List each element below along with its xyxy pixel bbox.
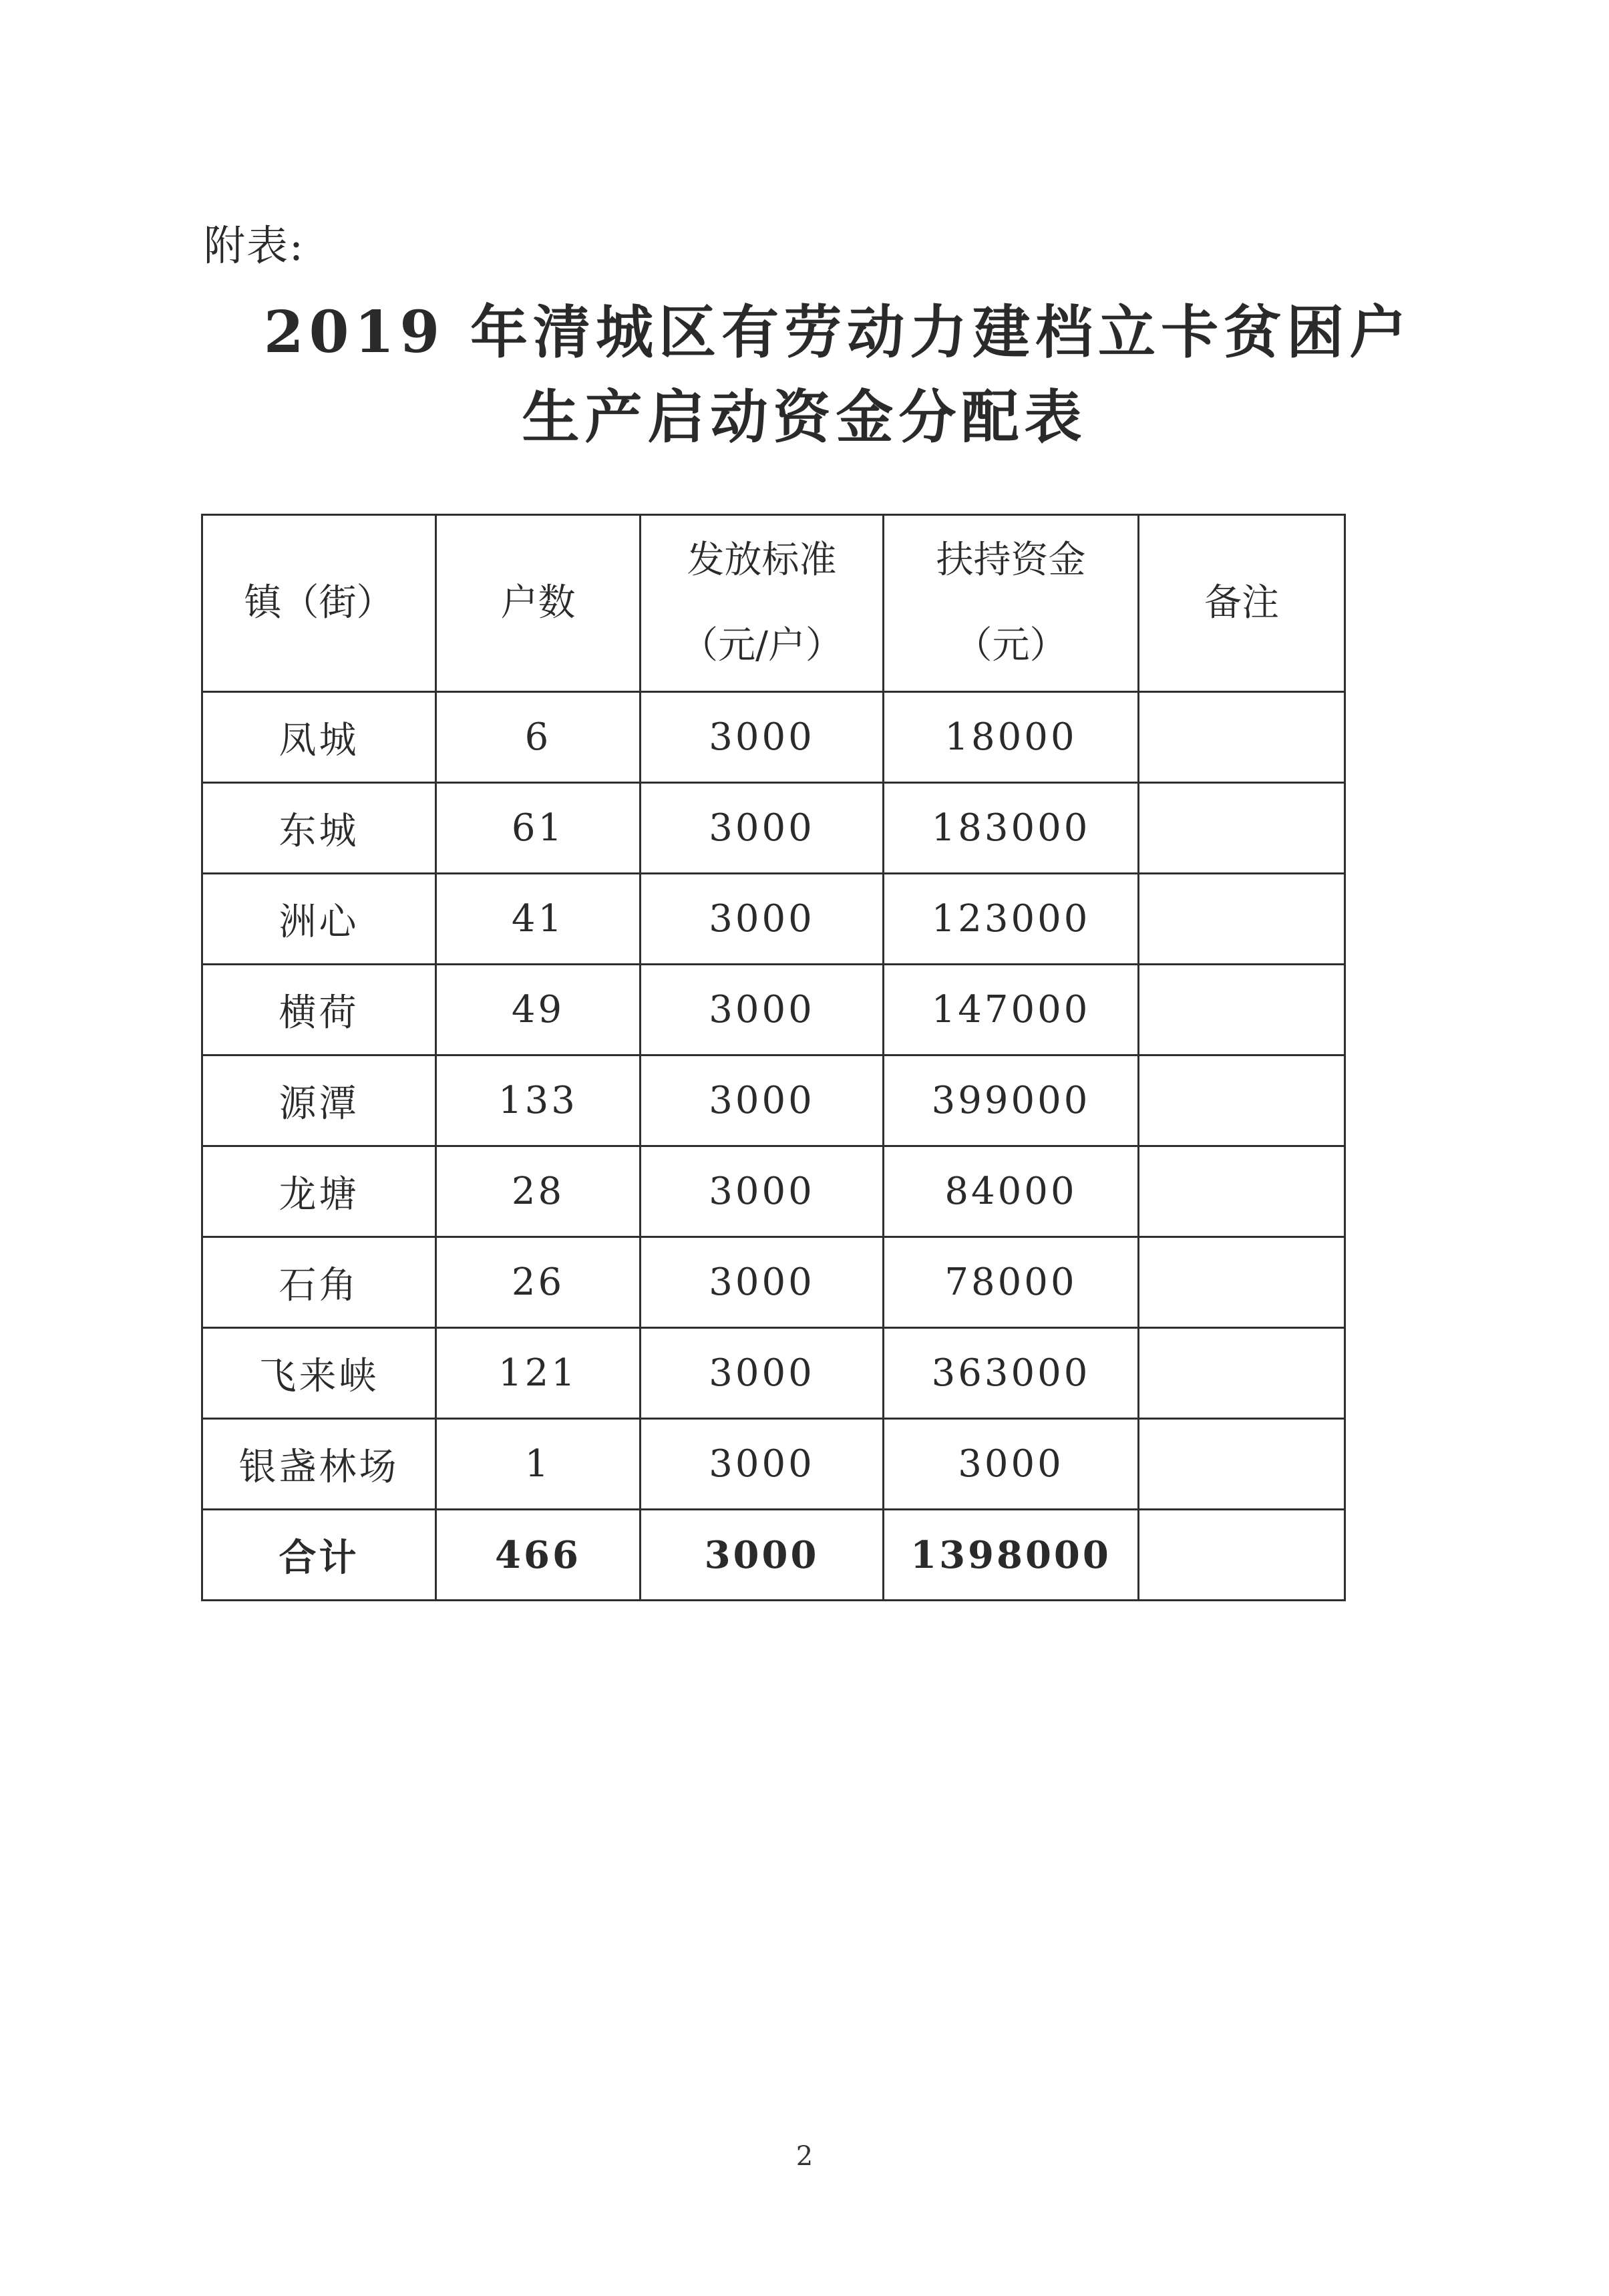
cell-households: 133 xyxy=(436,1055,641,1146)
cell-funds: 84000 xyxy=(884,1146,1139,1237)
cell-town: 银盏林场 xyxy=(202,1419,436,1510)
cell-funds: 3000 xyxy=(884,1419,1139,1510)
header-town-label: 镇（街） xyxy=(244,581,394,625)
table-row xyxy=(202,1328,1345,1419)
cell-funds: 183000 xyxy=(884,783,1139,874)
cell-standard: 3000 xyxy=(641,1146,884,1237)
header-households-label: 户数 xyxy=(500,581,576,625)
document-title-line-2: 生产启动资金分配表 xyxy=(522,383,1087,451)
header-standard-unit: （元/户） xyxy=(681,624,843,667)
cell-remark xyxy=(1139,783,1345,874)
cell-households: 61 xyxy=(436,783,641,874)
cell-town: 洲心 xyxy=(202,874,436,965)
header-funds xyxy=(884,515,1139,692)
cell-households: 28 xyxy=(436,1146,641,1237)
header-remark xyxy=(1139,515,1345,692)
header-remark-label: 备注 xyxy=(1204,581,1279,625)
cell-funds: 363000 xyxy=(884,1328,1139,1419)
header-town xyxy=(202,515,436,692)
header-funds-unit: （元） xyxy=(954,624,1067,667)
total-remark xyxy=(1139,1510,1345,1601)
cell-town: 龙塘 xyxy=(202,1146,436,1237)
table-total-row xyxy=(202,1510,1345,1601)
cell-households: 121 xyxy=(436,1328,641,1419)
page-number: 2 xyxy=(795,2141,814,2172)
table-row xyxy=(202,783,1345,874)
cell-funds: 123000 xyxy=(884,874,1139,965)
cell-town: 凤城 xyxy=(202,692,436,783)
cell-remark xyxy=(1139,1328,1345,1419)
total-funds: 1398000 xyxy=(884,1510,1139,1601)
cell-households: 41 xyxy=(436,874,641,965)
document-title-line-1: 2019 年清城区有劳动力建档立卡贫困户 xyxy=(263,299,1413,366)
cell-standard: 3000 xyxy=(641,783,884,874)
cell-standard: 3000 xyxy=(641,1419,884,1510)
cell-funds: 18000 xyxy=(884,692,1139,783)
annex-label: 附表: xyxy=(204,221,305,270)
cell-standard: 3000 xyxy=(641,1055,884,1146)
table-row xyxy=(202,874,1345,965)
cell-remark xyxy=(1139,692,1345,783)
total-households: 466 xyxy=(436,1510,641,1601)
table-row xyxy=(202,1237,1345,1328)
cell-standard: 3000 xyxy=(641,965,884,1055)
header-standard xyxy=(641,515,884,692)
cell-households: 1 xyxy=(436,1419,641,1510)
cell-remark xyxy=(1139,1237,1345,1328)
table-row xyxy=(202,965,1345,1055)
cell-standard: 3000 xyxy=(641,692,884,783)
cell-remark xyxy=(1139,874,1345,965)
table-header-row xyxy=(202,515,1345,692)
table-row xyxy=(202,1055,1345,1146)
cell-town: 东城 xyxy=(202,783,436,874)
cell-funds: 399000 xyxy=(884,1055,1139,1146)
total-town: 合计 xyxy=(202,1510,436,1601)
table-row xyxy=(202,1419,1345,1510)
cell-town: 石角 xyxy=(202,1237,436,1328)
cell-remark xyxy=(1139,1055,1345,1146)
total-standard: 3000 xyxy=(641,1510,884,1601)
cell-households: 6 xyxy=(436,692,641,783)
cell-standard: 3000 xyxy=(641,1237,884,1328)
header-households xyxy=(436,515,641,692)
cell-households: 26 xyxy=(436,1237,641,1328)
cell-standard: 3000 xyxy=(641,874,884,965)
table-row xyxy=(202,692,1345,783)
cell-town: 源潭 xyxy=(202,1055,436,1146)
cell-households: 49 xyxy=(436,965,641,1055)
cell-remark xyxy=(1139,1419,1345,1510)
cell-standard: 3000 xyxy=(641,1328,884,1419)
header-funds-label: 扶持资金 xyxy=(936,538,1086,582)
cell-town: 横荷 xyxy=(202,965,436,1055)
table-row xyxy=(202,1146,1345,1237)
header-standard-label: 发放标准 xyxy=(687,538,837,582)
cell-funds: 78000 xyxy=(884,1237,1139,1328)
cell-remark xyxy=(1139,1146,1345,1237)
allocation-table xyxy=(201,514,1346,1601)
cell-town: 飞来峡 xyxy=(202,1328,436,1419)
cell-remark xyxy=(1139,965,1345,1055)
cell-funds: 147000 xyxy=(884,965,1139,1055)
